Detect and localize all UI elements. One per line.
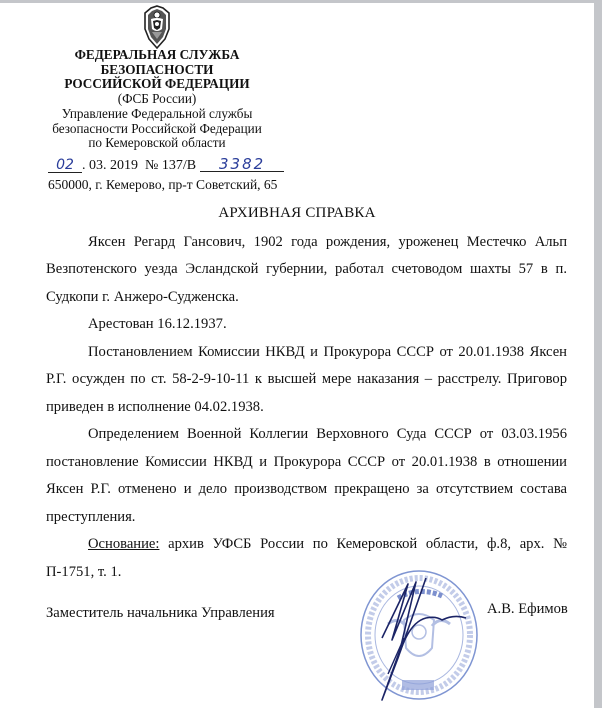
handwritten-day: 02 <box>48 158 82 173</box>
paragraph: Арестован 16.12.1937. <box>88 316 227 333</box>
basis-text: архив УФСБ России по Кемеровской области, ф.8, арх. № П-1751, т. 1. <box>46 536 567 580</box>
registration-line <box>48 154 300 175</box>
org-name-line3: РОССИЙСКОЙ ФЕДЕРАЦИИ <box>64 76 250 92</box>
registration-number-prefix: № 137/В <box>145 157 197 173</box>
paragraph: Определением Военной Коллегии Верховного Суда СССР от 03.03.1956 постановление Комиссии НКВД и Прокурора СССР от 20.01.1938 в отношении Яксен Р.Г. отменено и дело производством прекращено за отсутствием состава преступления. <box>46 426 567 525</box>
document-title: АРХИВНАЯ СПРАВКА <box>218 204 376 221</box>
org-name-line2: БЕЗОПАСНОСТИ <box>100 61 214 77</box>
letterhead <box>37 48 277 151</box>
signatory-name: А.В. Ефимов <box>487 601 568 618</box>
handwritten-signature <box>370 578 490 703</box>
basis-label: Основание: <box>88 536 160 553</box>
signature-block <box>46 600 567 700</box>
department-line3: по Кемеровской области <box>88 135 226 151</box>
document-body <box>46 229 567 587</box>
org-name-line1: ФЕДЕРАЛЬНАЯ СЛУЖБА <box>74 47 240 62</box>
address: 650000, г. Кемерово, пр-т Советский, 65 <box>48 176 278 192</box>
registration-date: . 03. 2019 <box>82 157 138 173</box>
letterhead-block <box>0 3 300 193</box>
signatory-position: Заместитель начальника Управления <box>46 605 275 622</box>
paragraph: Постановлением Комиссии НКВД и Прокурора СССР от 20.01.1938 Яксен Р.Г. осужден по ст. 58-2-9-10-11 к высшей мере наказания – расстрелу. Приговор приведен в исполнение 04.02.1938. <box>46 343 567 415</box>
handwritten-number: 3382 <box>200 157 284 172</box>
department-line1: Управление Федеральной службы <box>61 105 253 121</box>
paragraph: Яксен Регард Гансович, 1902 года рождения, уроженец Местечко Альп Везпотенского уезда Эсландской губернии, работал счетоводом шахты 57 в п. Судкопи г. Анжеро-Судженска. <box>46 233 567 305</box>
document-page <box>0 3 594 708</box>
org-abbreviation: (ФСБ России) <box>117 91 197 107</box>
department-line2: безопасности Российской Федерации <box>52 120 262 136</box>
